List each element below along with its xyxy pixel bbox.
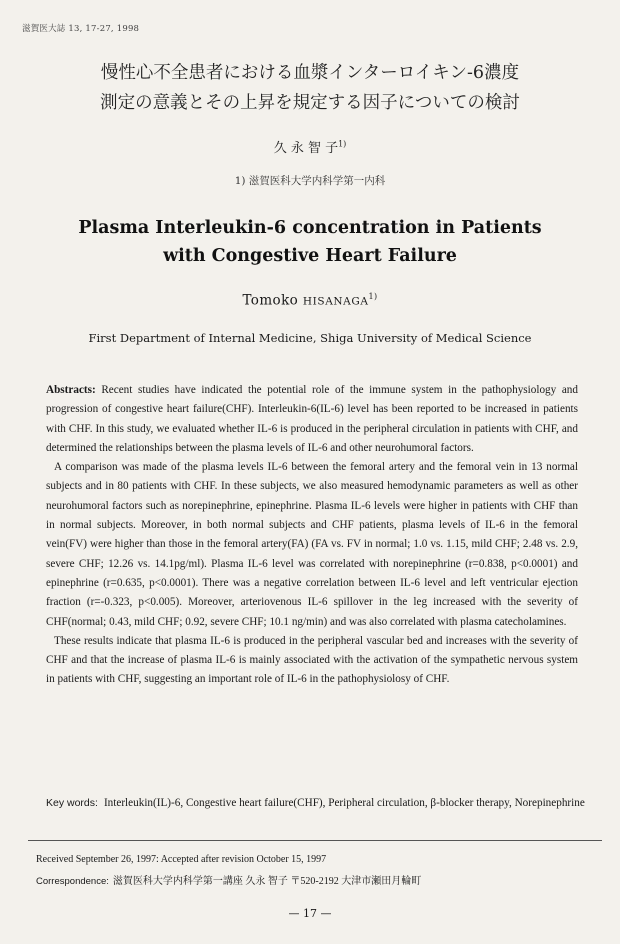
english-title-line-1: Plasma Interleukin-6 concentration in Patients	[78, 218, 542, 238]
page-number: — 17 —	[288, 907, 332, 920]
japanese-title	[0, 58, 620, 118]
english-author-affiliation-mark: 1)	[368, 292, 378, 301]
abstract-label: Abstracts:	[46, 384, 96, 396]
english-author-given-name: Tomoko	[242, 292, 299, 309]
received-dates: Received September 26, 1997: Accepted after revision October 15, 1997	[36, 854, 327, 865]
japanese-author	[0, 137, 620, 156]
correspondence-label: Correspondence:	[36, 876, 109, 887]
japanese-affiliation: 1) 滋賀医科大学内科学第一内科	[234, 175, 386, 187]
abstract-paragraph-3: These results indicate that plasma IL-6 is produced in the peripheral vascular bed and increases with the severity of CHF and that the increase of plasma IL-6 is mainly associated with the activation of the sympathetic nervous system in patients with CHF, suggesting an important role of IL-6 in the pathophysiolosy of CHF.	[46, 634, 578, 686]
journal-header: 滋賀医大誌 13, 17-27, 1998	[22, 24, 140, 34]
english-title-line-2: with Congestive Heart Failure	[163, 246, 457, 266]
japanese-author-affiliation-mark: 1)	[338, 139, 347, 149]
english-author	[0, 292, 620, 309]
correspondence-address: 滋賀医科大学内科学第一講座 久永 智子 〒520-2192 大津市瀬田月輪町	[112, 876, 422, 887]
english-affiliation: First Department of Internal Medicine, Shiga University of Medical Science	[88, 331, 532, 345]
footer-divider	[28, 840, 602, 841]
japanese-author-name: 久 永 智 子	[273, 141, 339, 156]
keywords	[46, 794, 586, 813]
japanese-title-line-2: 測定の意義とその上昇を規定する因子についての検討	[100, 93, 520, 113]
japanese-title-line-1: 慢性心不全患者における血漿インターロイキン-6濃度	[100, 63, 520, 83]
correspondence	[36, 872, 421, 887]
keywords-label: Key words:	[46, 797, 98, 809]
english-author-family-name: HISANAGA	[302, 295, 369, 308]
keywords-value: Interleukin(IL)-6, Congestive heart failure(CHF), Peripheral circulation, β-blocker therapy, Norepinephrine	[103, 797, 585, 809]
english-title	[0, 214, 620, 270]
abstract-paragraph-2: A comparison was made of the plasma levels IL-6 between the femoral artery and the femoral vein in 13 normal subjects and in 80 patients with CHF. In these subjects, we also measured hemodynamic parameters as well as other neurohumoral factors such as norepinephrine, epinephrine. Plasma IL-6 levels were higher in patients with CHF than in normal subjects. Moreover, in both normal subjects and CHF patients, plasma levels of IL-6 in the femoral vein(FV) were higher than those in the femoral artery(FA) (FA vs. FV in normal; 1.0 vs. 1.15, mild CHF; 2.48 vs. 2.9, severe CHF; 12.26 vs. 14.1pg/ml). Plasma IL-6 level was correlated with norepinephrine (r=0.838, p<0.0001) and epinephrine (r=0.635, p<0.0001). There was a negative correlation between IL-6 level and left ventricular ejection fraction (r=-0.323, p<0.005). Moreover, arteriovenous IL-6 spillover in the leg increased with the severity of CHF(normal; 0.43, mild CHF; 0.92, severe CHF; 10.1 ng/min) and was also correlated with plasma catecholamines.	[46, 461, 578, 628]
abstract	[46, 381, 578, 690]
abstract-paragraph-1-text: Recent studies have indicated the potential role of the immune system in the pathophysiology and progression of congestive heart failure(CHF). Interleukin-6(IL-6) level has been reported to be increased in patients with CHF. In this study, we evaluated whether IL-6 is produced in the peripheral circulation in patients with CHF, and determined the relationships between the plasma levels of IL-6 and other neurohumoral factors.	[46, 384, 578, 454]
abstract-paragraph-1	[46, 381, 578, 458]
